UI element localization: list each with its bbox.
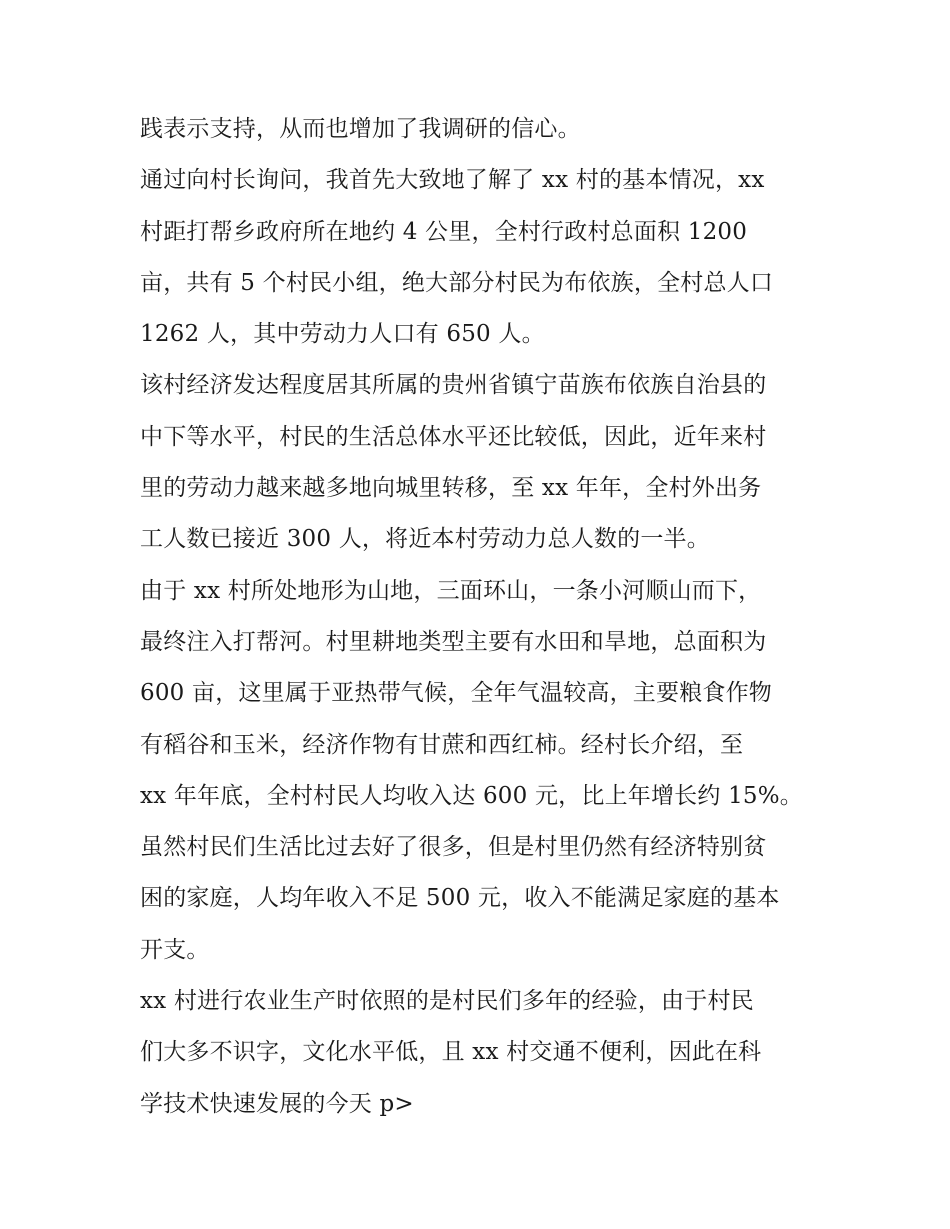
text-line: 里的劳动力越来越多地向城里转移，至 xx 年年，全村外出务 — [140, 475, 762, 502]
text-line: 村距打帮乡政府所在地约 4 公里，全村行政村总面积 1200 — [140, 218, 748, 245]
text-line: 困的家庭，人均年收入不足 500 元，收入不能满足家庭的基本 — [140, 885, 780, 912]
text-line: 学技术快速发展的今天 p> — [140, 1090, 414, 1117]
text-line: 最终注入打帮河。村里耕地类型主要有水田和旱地，总面积为 — [140, 628, 767, 655]
text-line: 践表示支持，从而也增加了我调研的信心。 — [140, 116, 581, 142]
body-text — [140, 104, 820, 1130]
text-line: 亩，共有 5 个村民小组，绝大部分村民为布依族，全村总人口 — [140, 269, 774, 296]
text-line: 600 亩，这里属于亚热带气候，全年气温较高，主要粮食作物 — [140, 680, 773, 707]
text-line: xx 年年底，全村村民人均收入达 600 元，比上年增长约 15%。 — [140, 782, 804, 809]
text-line: 1262 人，其中劳动力人口有 650 人。 — [140, 321, 545, 348]
text-line: 虽然村民们生活比过去好了很多，但是村里仍然有经济特别贫 — [140, 834, 767, 861]
text-line: 由于 xx 村所处地形为山地，三面环山，一条小河顺山而下， — [140, 577, 762, 604]
text-line: 该村经济发达程度居其所属的贵州省镇宁苗族布依族自治县的 — [140, 372, 767, 399]
text-line: 们大多不识字，文化水平低，且 xx 村交通不便利，因此在科 — [140, 1039, 762, 1066]
text-line: xx 村进行农业生产时依照的是村民们多年的经验，由于村民 — [140, 988, 754, 1015]
text-line: 中下等水平，村民的生活总体水平还比较低，因此，近年来村 — [140, 423, 767, 450]
text-line: 开支。 — [140, 936, 210, 963]
text-line: 工人数已接近 300 人，将近本村劳动力总人数的一半。 — [140, 526, 710, 553]
text-line: 通过向村长询问，我首先大致地了解了 xx 村的基本情况，xx — [140, 167, 765, 194]
text-line: 有稻谷和玉米，经济作物有甘蔗和西红柿。经村长介绍，至 — [140, 731, 744, 758]
